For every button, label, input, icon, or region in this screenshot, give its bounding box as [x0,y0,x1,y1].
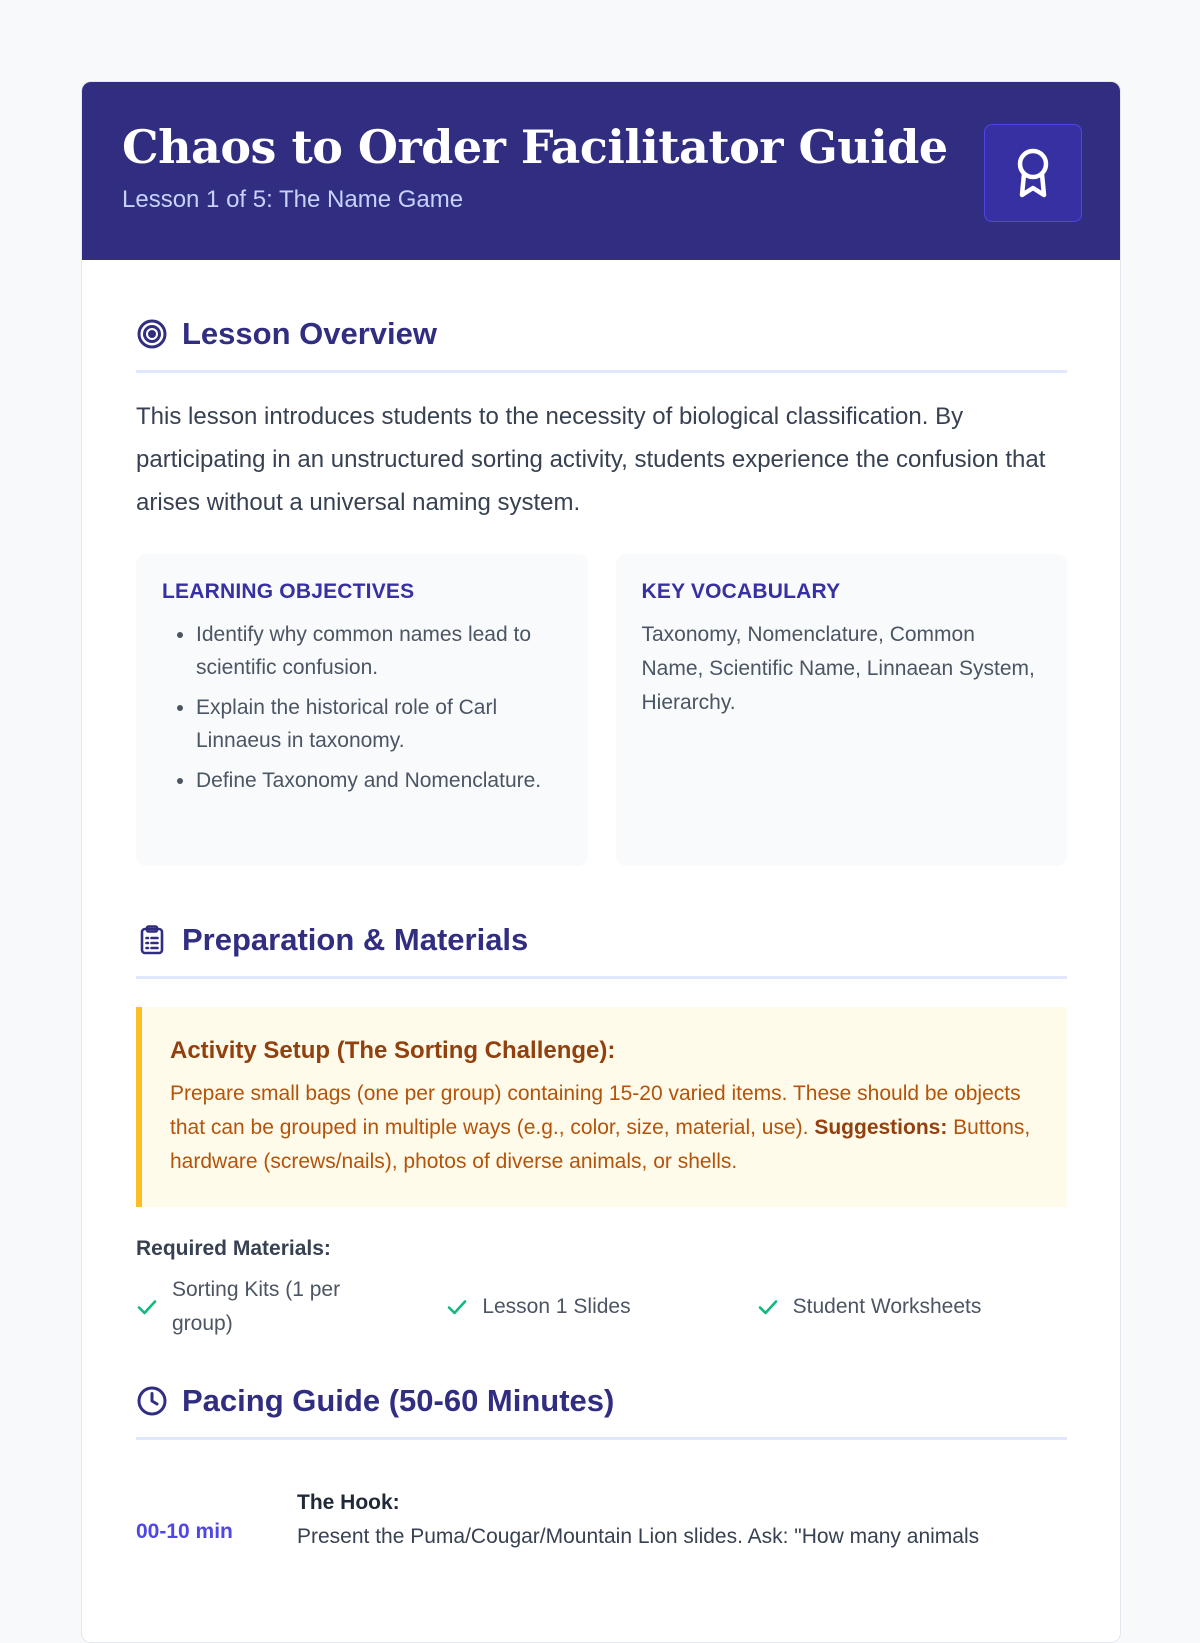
material-label: Lesson 1 Slides [482,1295,631,1318]
activity-setup-body: Prepare small bags (one per group) containing 15-20 varied items. These should be objects that can be grouped in multiple ways (e.g., color, size, material, use). [170,1082,1021,1139]
pacing-time: 00-10 min [136,1520,233,1543]
suggestions-text: Buttons, hardware (screws/nails), photos of diverse animals, or shells. [170,1116,1031,1173]
page-title: Chaos to Order Facilitator Guide [122,120,948,174]
objectives-heading: LEARNING OBJECTIVES [162,580,415,603]
material-label: Sorting Kits (1 per group) [172,1278,341,1335]
required-materials-heading: Required Materials: [136,1237,331,1260]
guide-card [81,81,1121,1643]
overview-boxes [136,554,1067,866]
guide-header [82,82,1120,260]
clipboard-icon [136,924,168,956]
objectives-list [162,618,562,797]
section-title-overview-label: Lesson Overview [182,316,438,351]
pacing-step-desc: Present the Puma/Cougar/Mountain Lion slides. Ask: "How many animals [297,1525,980,1548]
guide-content [136,260,1067,1554]
material-label: Student Worksheets [792,1295,982,1318]
section-title-preparation [136,922,1067,979]
overview-intro: This lesson introduces students to the necessity of biological classification. By participating in an unstructured sorting activity, students experience the confusion that arises without a universal naming system. [136,403,1046,516]
clock-icon [136,1385,168,1417]
target-icon [136,318,168,350]
vocabulary-text: Taxonomy, Nomenclature, Common Name, Scientific Name, Linnaean System, Hierarchy. [641,623,1035,714]
pacing-row [136,1486,1067,1554]
suggestions-label: Suggestions: [814,1116,948,1139]
materials-list [136,1273,1067,1341]
section-title-pacing-label: Pacing Guide (50-60 Minutes) [182,1383,615,1418]
material-item [136,1273,446,1341]
award-ribbon-icon [984,124,1082,222]
check-icon [757,1296,779,1318]
check-icon [136,1296,158,1318]
check-icon [446,1296,468,1318]
activity-setup-heading: Activity Setup (The Sorting Challenge): [170,1037,616,1064]
vocabulary-heading: KEY VOCABULARY [641,580,841,603]
pacing-step-title: The Hook: [297,1491,400,1514]
learning-objectives-box [136,554,588,866]
section-title-preparation-label: Preparation & Materials [182,922,529,957]
section-title-pacing [136,1383,1067,1440]
list-item: • Define Taxonomy and Nomenclature. [196,764,562,797]
list-item: • Explain the historical role of Carl Linnaeus in taxonomy. [196,691,562,757]
page-subtitle: Lesson 1 of 5: The Name Game [122,186,464,213]
activity-setup-note [136,1007,1067,1207]
material-item [757,1273,1067,1341]
material-item [446,1273,756,1341]
activity-setup-text [170,1077,1039,1179]
pacing-body [297,1486,1067,1554]
section-title-overview [136,316,1067,373]
list-item: • Identify why common names lead to scientific confusion. [196,618,562,684]
key-vocabulary-box [616,554,1068,866]
